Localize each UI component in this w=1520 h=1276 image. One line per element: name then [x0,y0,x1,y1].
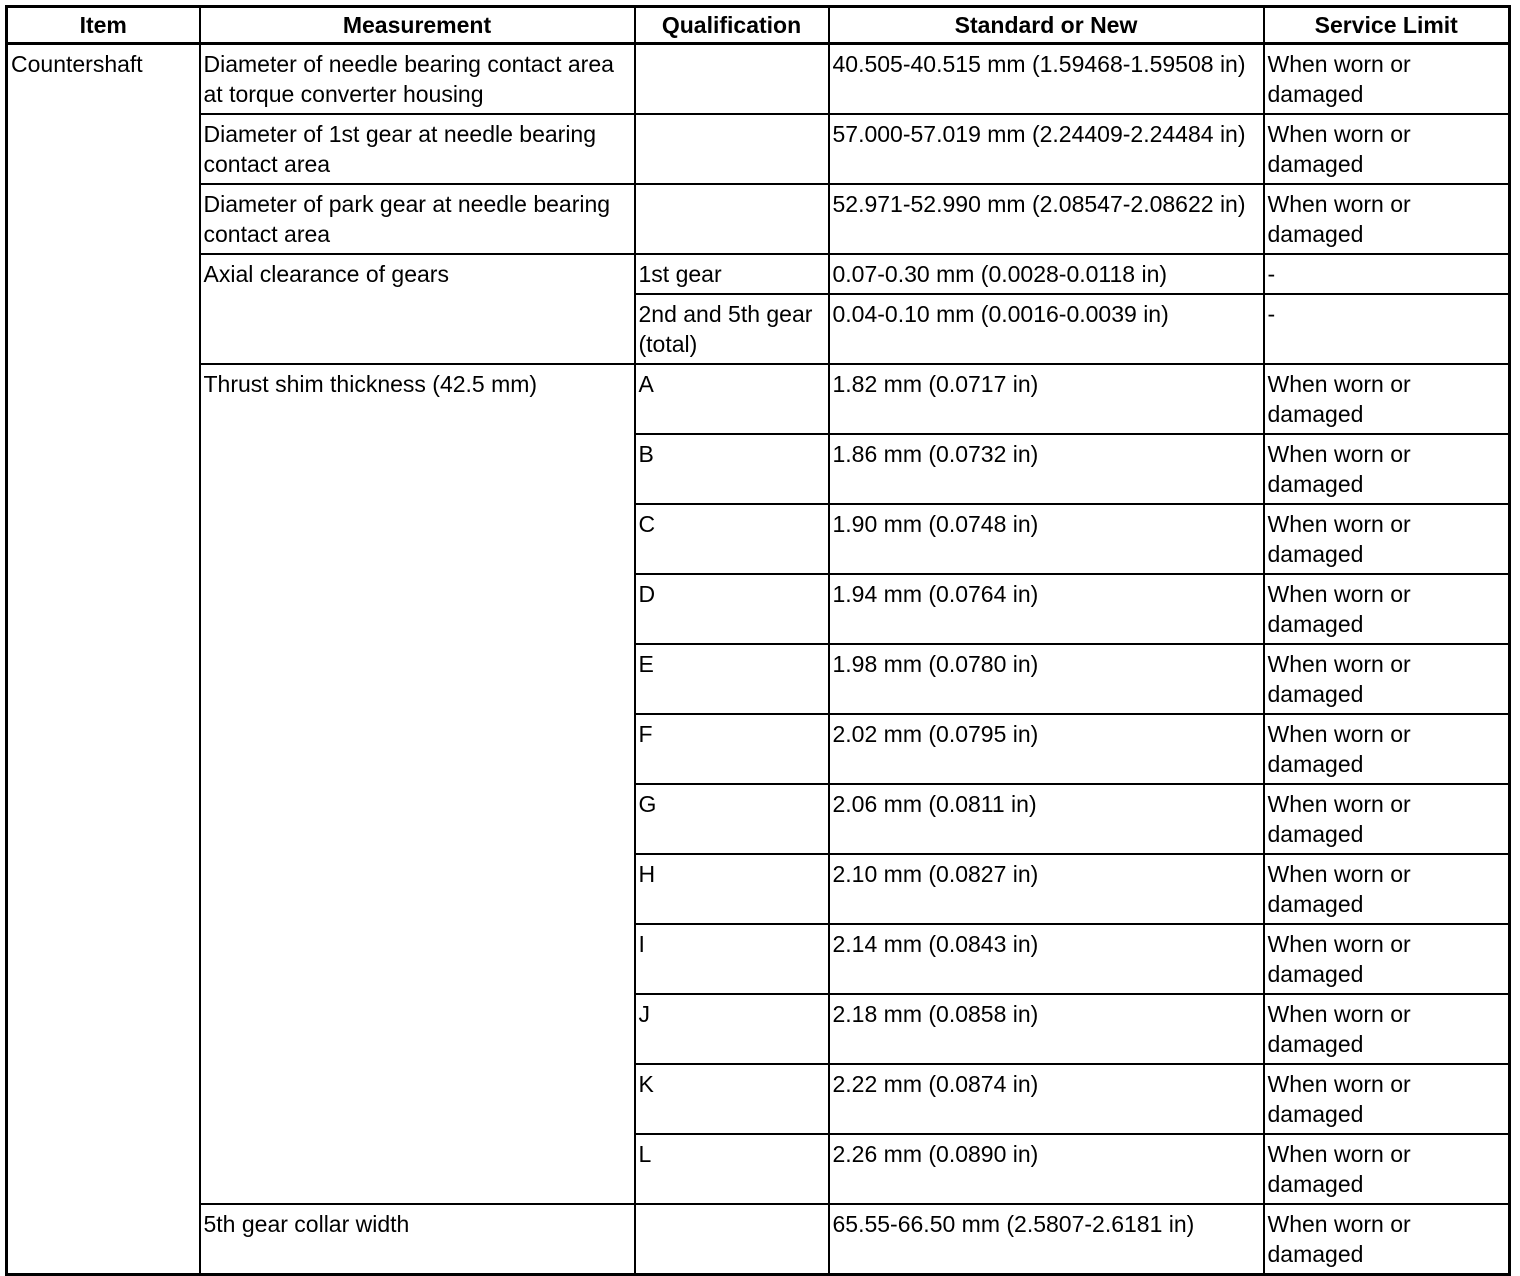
standard-cell: 65.55-66.50 mm (2.5807-2.6181 in) [829,1204,1264,1275]
header-row [7,7,1510,44]
limit-cell: When worn or damaged [1264,854,1510,924]
qualification-cell [635,1204,829,1275]
limit-cell: When worn or damaged [1264,994,1510,1064]
table-row [7,44,1510,115]
header-measurement: Measurement [200,7,635,44]
table-row [7,1204,1510,1275]
limit-cell: When worn or damaged [1264,574,1510,644]
qualification-cell [635,44,829,115]
measurement-cell: Diameter of 1st gear at needle bearing contact area [200,114,635,184]
standard-cell: 2.02 mm (0.0795 in) [829,714,1264,784]
item-cell: Countershaft [7,44,200,1275]
qualification-cell: E [635,644,829,714]
standard-cell: 0.04-0.10 mm (0.0016-0.0039 in) [829,294,1264,364]
table-row [7,254,1510,294]
limit-cell: When worn or damaged [1264,924,1510,994]
measurement-cell: 5th gear collar width [200,1204,635,1275]
standard-cell: 2.18 mm (0.0858 in) [829,994,1264,1064]
limit-cell: When worn or damaged [1264,644,1510,714]
qualification-cell: K [635,1064,829,1134]
limit-cell: When worn or damaged [1264,1064,1510,1134]
qualification-cell: 1st gear [635,254,829,294]
measurement-cell: Diameter of park gear at needle bearing contact area [200,184,635,254]
header-item: Item [7,7,200,44]
measurement-cell: Axial clearance of gears [200,254,635,364]
measurement-cell: Thrust shim thickness (42.5 mm) [200,364,635,1204]
standard-cell: 1.86 mm (0.0732 in) [829,434,1264,504]
standard-cell: 2.26 mm (0.0890 in) [829,1134,1264,1204]
qualification-cell: I [635,924,829,994]
limit-cell: When worn or damaged [1264,364,1510,434]
standard-cell: 2.10 mm (0.0827 in) [829,854,1264,924]
limit-cell: When worn or damaged [1264,434,1510,504]
qualification-cell: B [635,434,829,504]
table-row [7,114,1510,184]
standard-cell: 1.90 mm (0.0748 in) [829,504,1264,574]
standard-cell: 2.22 mm (0.0874 in) [829,1064,1264,1134]
limit-cell: - [1264,294,1510,364]
qualification-cell: G [635,784,829,854]
service-spec-table [5,5,1511,1276]
limit-cell: - [1264,254,1510,294]
qualification-cell: A [635,364,829,434]
qualification-cell: J [635,994,829,1064]
limit-cell: When worn or damaged [1264,44,1510,115]
limit-cell: When worn or damaged [1264,504,1510,574]
standard-cell: 2.06 mm (0.0811 in) [829,784,1264,854]
standard-cell: 2.14 mm (0.0843 in) [829,924,1264,994]
table-row [7,364,1510,434]
limit-cell: When worn or damaged [1264,1134,1510,1204]
qualification-cell: C [635,504,829,574]
qualification-cell: 2nd and 5th gear (total) [635,294,829,364]
standard-cell: 1.94 mm (0.0764 in) [829,574,1264,644]
limit-cell: When worn or damaged [1264,714,1510,784]
qualification-cell [635,114,829,184]
standard-cell: 52.971-52.990 mm (2.08547-2.08622 in) [829,184,1264,254]
header-service-limit: Service Limit [1264,7,1510,44]
standard-cell: 0.07-0.30 mm (0.0028-0.0118 in) [829,254,1264,294]
qualification-cell [635,184,829,254]
table-row [7,184,1510,254]
limit-cell: When worn or damaged [1264,1204,1510,1275]
qualification-cell: L [635,1134,829,1204]
standard-cell: 57.000-57.019 mm (2.24409-2.24484 in) [829,114,1264,184]
standard-cell: 40.505-40.515 mm (1.59468-1.59508 in) [829,44,1264,115]
header-qualification: Qualification [635,7,829,44]
standard-cell: 1.82 mm (0.0717 in) [829,364,1264,434]
header-standard: Standard or New [829,7,1264,44]
measurement-cell: Diameter of needle bearing contact area at torque converter housing [200,44,635,115]
qualification-cell: D [635,574,829,644]
standard-cell: 1.98 mm (0.0780 in) [829,644,1264,714]
limit-cell: When worn or damaged [1264,184,1510,254]
qualification-cell: F [635,714,829,784]
limit-cell: When worn or damaged [1264,784,1510,854]
qualification-cell: H [635,854,829,924]
limit-cell: When worn or damaged [1264,114,1510,184]
